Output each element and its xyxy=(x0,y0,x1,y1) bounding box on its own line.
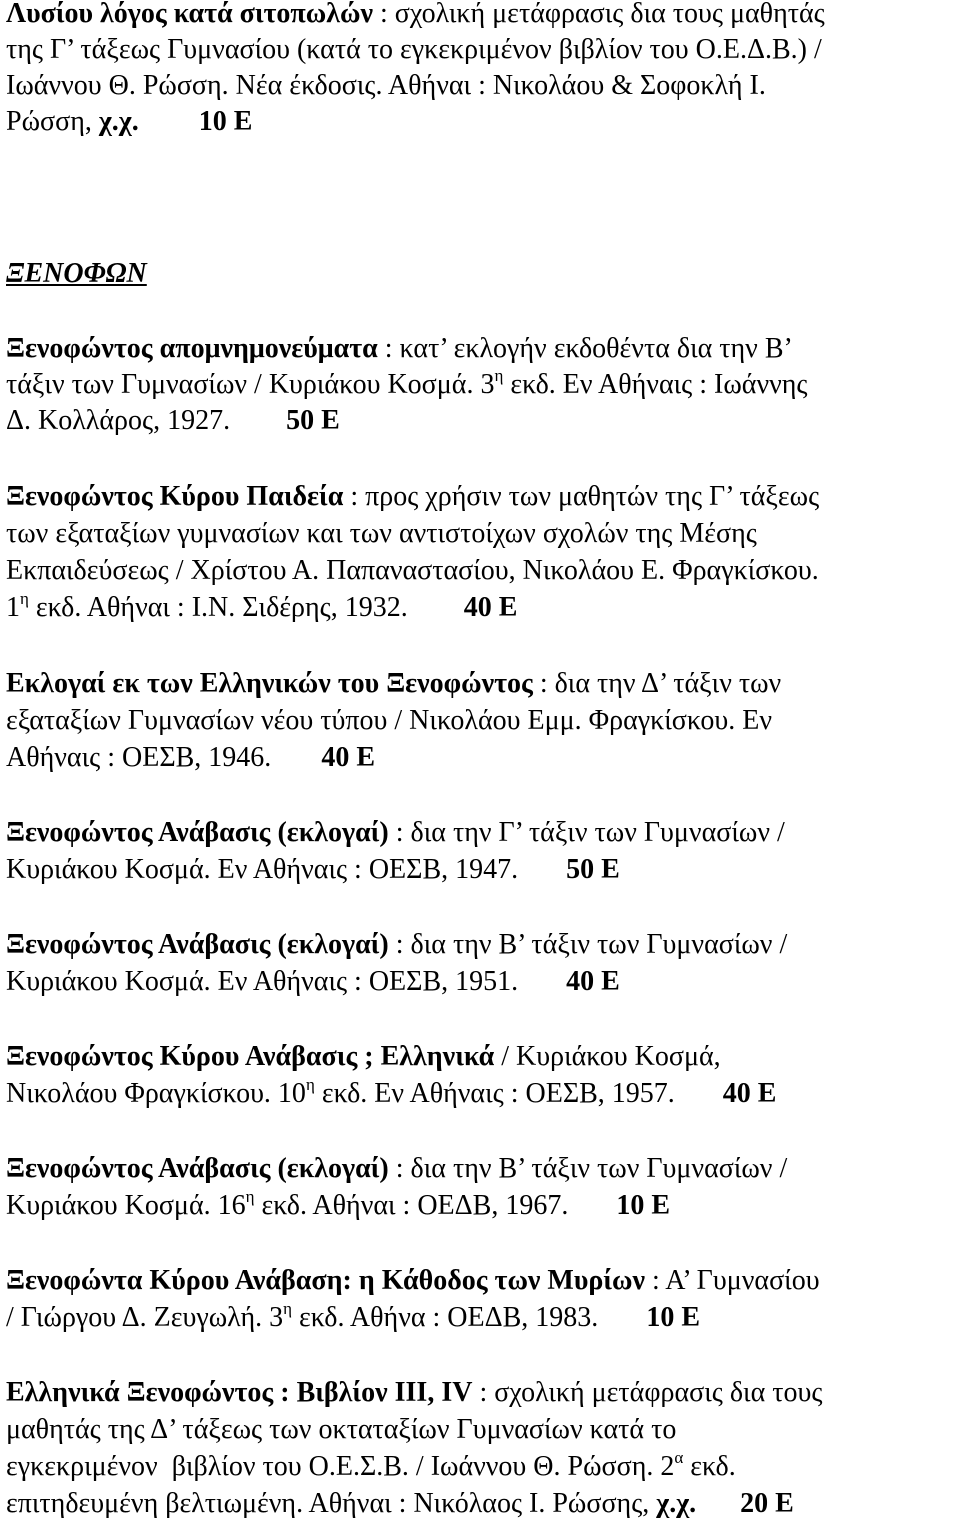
entry-5-line-1: Ξενοφώντος Ανάβασις (εκλογαί) : δια την Β’ τάξιν των Γυμνασίων / xyxy=(6,929,788,960)
entry-lysias-line-2: της Γ’ τάξεως Γυμνασίου (κατά το εγκεκριμένον βιβλίον του Ο.Ε.Δ.Β.) / xyxy=(6,34,822,65)
entry-1-line-3: Δ. Κολλάρος, 1927. 50 Ε xyxy=(6,405,340,436)
entry-lysias-line-1: Λυσίου λόγος κατά σιτοπωλών : σχολική μετάφρασις δια τους μαθητάς xyxy=(6,0,825,29)
entry-6-line-1: Ξενοφώντος Κύρου Ανάβασις ; Ελληνικά / Κυριάκου Κοσμά, xyxy=(6,1041,721,1072)
price-label: 10 Ε xyxy=(616,1190,671,1221)
entry-2-line-4: $1^\eta$ εκδ. Αθήναι : Ι.Ν. Σιδέρης, 1932. 40 Ε xyxy=(6,589,518,623)
entry-9-line-3: εγκεκριμένον βιβλίον του Ο.Ε.Σ.Β. / Ιωάννου Θ. Ρώσση. $2^\alpha$ εκδ. xyxy=(6,1448,736,1482)
entry-7-line-2: Κυριάκου Κοσμά. $16^\eta$ εκδ. Αθήναι : ΟΕΔΒ, 1967. 10 Ε xyxy=(6,1187,671,1221)
entry-5-line-2: Κυριάκου Κοσμά. Εν Αθήναις : ΟΕΣΒ, 1951. 40 Ε xyxy=(6,966,620,997)
entry-2-line-2: των εξαταξίων γυμνασίων και των αντιστοίχων σχολών της Μέσης xyxy=(6,518,757,549)
entry-9-title: Ελληνικά Ξενοφώντος : Βιβλίον ΙΙΙ, ΙV xyxy=(6,1377,473,1408)
entry-1-line-1: Ξενοφώντος απομνημονεύματα : κατ’ εκλογήν εκδοθέντα δια την Β’ xyxy=(6,333,793,364)
entry-6-line-2: Νικολάου Φραγκίσκου. $10^\eta$ εκδ. Εν Αθήναις : ΟΕΣΒ, 1957. 40 Ε xyxy=(6,1075,777,1109)
entry-8-line-1: Ξενοφώντα Κύρου Ανάβαση: η Κάθοδος των Μυρίων : Α’ Γυμνασίου xyxy=(6,1265,820,1296)
entry-3-title: Εκλογαί εκ των Ελληνικών του Ξενοφώντος xyxy=(6,668,533,699)
price-label: 10 Ε xyxy=(646,1302,700,1333)
entry-4-line-1: Ξενοφώντος Ανάβασις (εκλογαί) : δια την Γ’ τάξιν των Γυμνασίων / xyxy=(6,817,785,848)
price-label: 50 Ε xyxy=(566,854,620,885)
price-label: 50 Ε xyxy=(286,405,340,436)
section-heading: ΞΕΝΟΦΩΝ xyxy=(6,258,147,289)
entry-9-line-1: Ελληνικά Ξενοφώντος : Βιβλίον ΙΙΙ, ΙV : σχολική μετάφρασις δια τους xyxy=(6,1377,823,1408)
price-label: 20 Ε xyxy=(740,1488,794,1519)
entry-7-title: Ξενοφώντος Ανάβασις (εκλογαί) xyxy=(6,1153,389,1184)
entry-1-line-2: τάξιν των Γυμνασίων / Κυριάκου Κοσμά. $3^\eta$ εκδ. Εν Αθήναις : Ιωάννης xyxy=(6,366,808,400)
entry-5-title: Ξενοφώντος Ανάβασις (εκλογαί) xyxy=(6,929,389,960)
price-label: 40 Ε xyxy=(722,1078,777,1109)
entry-3-line-1: Εκλογαί εκ των Ελληνικών του Ξενοφώντος : δια την Δ’ τάξιν των xyxy=(6,668,782,699)
entry-1-title: Ξενοφώντος απομνημονεύματα xyxy=(6,333,378,364)
entry-9-line-4: επιτηδευμένη βελτιωμένη. Αθήναι : Νικόλαος Ι. Ρώσσης, χ.χ. 20 Ε xyxy=(6,1488,794,1519)
entry-2-line-1: Ξενοφώντος Κύρου Παιδεία : προς χρήσιν των μαθητών της Γ’ τάξεως xyxy=(6,481,820,512)
entry-7-line-1: Ξενοφώντος Ανάβασις (εκλογαί) : δια την Β’ τάξιν των Γυμνασίων / xyxy=(6,1153,788,1184)
entry-lysias-line-4: Ρώσση, χ.χ. 10 Ε xyxy=(6,106,253,137)
entry-lysias-line-3: Ιωάννου Θ. Ρώσση. Νέα έκδοσις. Αθήναι : Νικολάου & Σοφοκλή Ι. xyxy=(6,70,766,101)
entry-3-line-2: εξαταξίων Γυμνασίων νέου τύπου / Νικολάου Εμμ. Φραγκίσκου. Εν xyxy=(6,705,773,736)
price-label: 40 Ε xyxy=(463,592,518,623)
entry-3-line-3: Αθήναις : ΟΕΣΒ, 1946. 40 Ε xyxy=(6,742,375,773)
entry-4-title: Ξενοφώντος Ανάβασις (εκλογαί) xyxy=(6,817,389,848)
entry-8-title: Ξενοφώντα Κύρου Ανάβαση: η Κάθοδος των Μυρίων xyxy=(6,1265,646,1296)
price-label: 10 Ε xyxy=(198,106,253,137)
entry-4-line-2: Κυριάκου Κοσμά. Εν Αθήναις : ΟΕΣΒ, 1947. 50 Ε xyxy=(6,854,620,885)
entry-2-line-3: Εκπαιδεύσεως / Χρίστου Α. Παπαναστασίου, Νικολάου Ε. Φραγκίσκου. xyxy=(6,555,819,586)
entry-6-title: Ξενοφώντος Κύρου Ανάβασις ; Ελληνικά xyxy=(6,1041,495,1072)
entry-lysias-title: Λυσίου λόγος κατά σιτοπωλών xyxy=(6,0,373,29)
entry-9-line-2: μαθητάς της Δ’ τάξεως των οκταταξίων Γυμνασίων κατά το xyxy=(6,1414,677,1445)
price-label: 40 Ε xyxy=(321,742,375,773)
entry-8-line-2: / Γιώργου Δ. Ζευγωλή. $3^\eta$ εκδ. Αθήνα : ΟΕΔΒ, 1983. 10 Ε xyxy=(6,1299,700,1333)
price-label: 40 Ε xyxy=(566,966,620,997)
entry-2-title: Ξενοφώντος Κύρου Παιδεία xyxy=(6,481,344,512)
